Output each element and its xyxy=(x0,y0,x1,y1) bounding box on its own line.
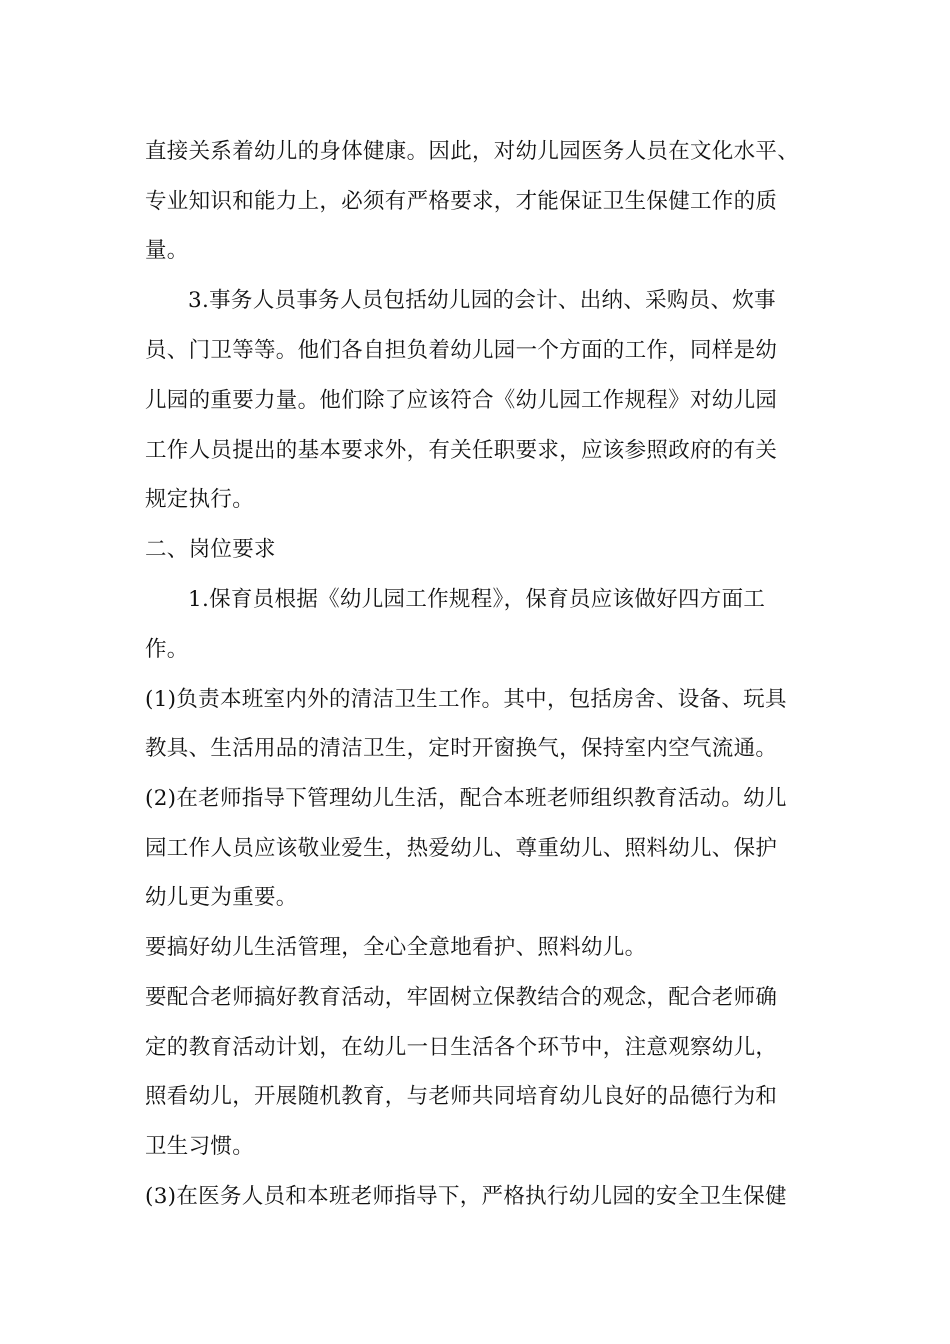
section-heading: 二、岗位要求 xyxy=(145,537,276,562)
text-line: 定的教育活动计划，在幼儿一日生活各个环节中，注意观察幼儿， xyxy=(145,1035,778,1060)
text-line: 要配合老师搞好教育活动，牢固树立保教结合的观念，配合老师确 xyxy=(145,985,778,1010)
text-line: 工作人员提出的基本要求外，有关任职要求，应该参照政府的有关 xyxy=(145,438,778,463)
text-line: 教具、生活用品的清洁卫生，定时开窗换气，保持室内空气流通。 xyxy=(145,736,778,761)
list-item-line: (3)在医务人员和本班老师指导下，严格执行幼儿园的安全卫生保健 xyxy=(145,1184,787,1209)
text-line: 直接关系着幼儿的身体健康。因此，对幼儿园医务人员在文化水平、 xyxy=(145,139,800,164)
text-line: 儿园的重要力量。他们除了应该符合《幼儿园工作规程》对幼儿园 xyxy=(145,388,778,413)
text-line: 专业知识和能力上，必须有严格要求，才能保证卫生保健工作的质 xyxy=(145,189,778,214)
text-line: 照看幼儿，开展随机教育，与老师共同培育幼儿良好的品德行为和 xyxy=(145,1084,778,1109)
text-line: 量。 xyxy=(145,238,189,263)
paragraph-start-line: 1.保育员根据《幼儿园工作规程》，保育员应该做好四方面工 xyxy=(188,587,766,612)
paragraph-start-line: 3.事务人员事务人员包括幼儿园的会计、出纳、采购员、炊事 xyxy=(188,288,776,313)
text-line: 要搞好幼儿生活管理，全心全意地看护、照料幼儿。 xyxy=(145,935,647,960)
text-line: 卫生习惯。 xyxy=(145,1134,255,1159)
text-line: 规定执行。 xyxy=(145,487,255,512)
text-line: 幼儿更为重要。 xyxy=(145,885,298,910)
text-line: 园工作人员应该敬业爱生，热爱幼儿、尊重幼儿、照料幼儿、保护 xyxy=(145,836,778,861)
list-item-line: (2)在老师指导下管理幼儿生活，配合本班老师组织教育活动。幼儿 xyxy=(145,786,787,811)
text-line: 员、门卫等等。他们各自担负着幼儿园一个方面的工作，同样是幼 xyxy=(145,338,778,363)
list-item-line: (1)负责本班室内外的清洁卫生工作。其中，包括房舍、设备、玩具 xyxy=(145,687,787,712)
text-line: 作。 xyxy=(145,637,189,662)
